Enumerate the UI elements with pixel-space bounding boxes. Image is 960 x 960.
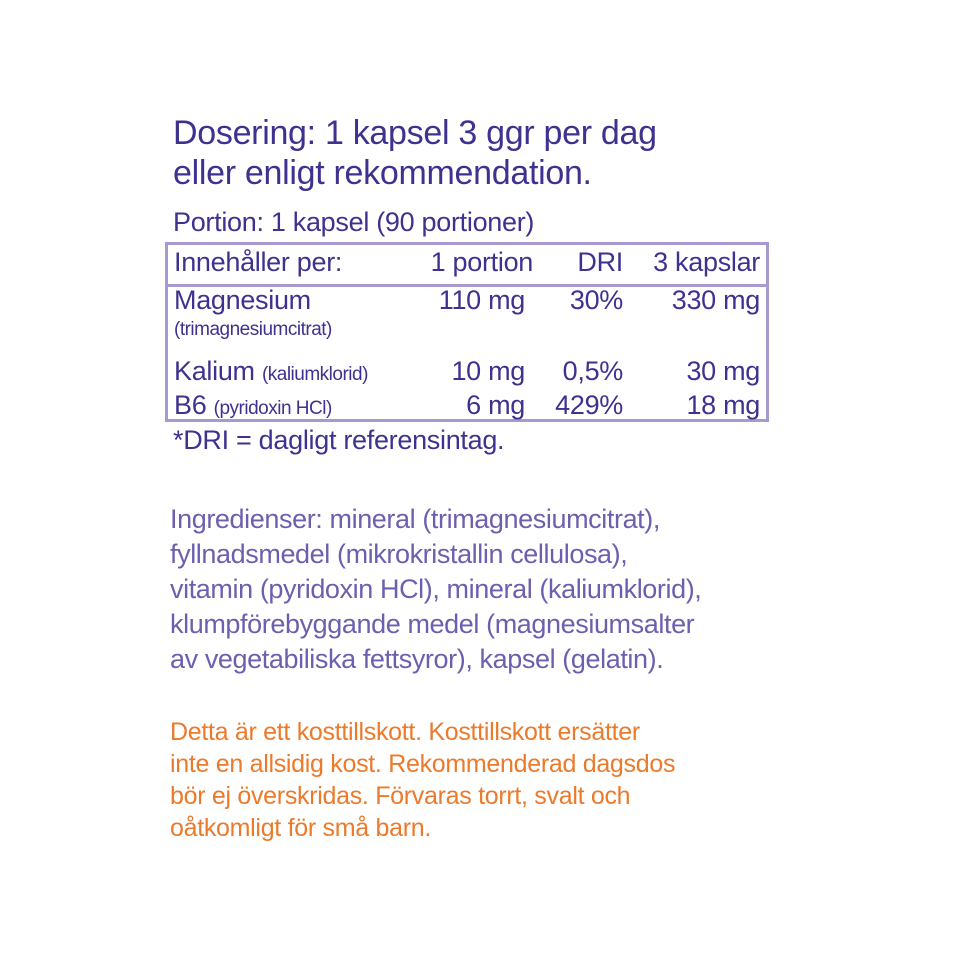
ingredients-line: klumpförebyggande medel (magnesiumsalter — [170, 609, 695, 639]
warning-line: oåtkomligt för små barn. — [170, 814, 431, 842]
row-dri-magnesium: 30% — [569, 285, 623, 315]
row-portion-magnesium: 110 mg — [438, 285, 525, 315]
ingredients-line: Ingredienser: mineral (trimagnesiumcitrat), — [170, 504, 660, 534]
row-caps-b6: 18 mg — [686, 390, 760, 420]
warning-text — [170, 716, 675, 844]
ingredients-text — [170, 502, 810, 677]
dosage-line: eller enligt rekommendation. — [173, 154, 592, 192]
row-name-magnesium: Magnesium — [174, 285, 311, 315]
row-name-label: Kalium — [174, 356, 255, 386]
dosage-text — [173, 113, 657, 193]
row-caps-kalium: 30 mg — [686, 356, 760, 386]
warning-line: inte en allsidig kost. Rekommenderad dagsdos — [170, 750, 676, 778]
header-three-capsules: 3 kapslar — [653, 247, 760, 277]
dosage-line: Dosering: 1 kapsel 3 ggr per dag — [173, 114, 657, 152]
warning-line: Detta är ett kosttillskott. Kosttillskott ersätter — [170, 718, 640, 746]
header-one-portion: 1 portion — [430, 247, 533, 277]
row-name-kalium — [174, 355, 368, 391]
ingredients-line: fyllnadsmedel (mikrokristallin cellulosa), — [170, 539, 628, 569]
row-dri-kalium: 0,5% — [562, 356, 623, 386]
row-sub-magnesium: (trimagnesiumcitrat) — [174, 319, 332, 340]
row-dri-b6: 429% — [555, 390, 623, 420]
table-header-row — [168, 245, 766, 287]
row-portion-kalium: 10 mg — [451, 356, 525, 386]
row-name-label: B6 — [174, 390, 207, 420]
warning-line: bör ej överskridas. Förvaras torrt, svalt och — [170, 782, 631, 810]
dri-footnote: *DRI = dagligt referensintag. — [173, 425, 505, 455]
row-sub-b6: (pyridoxin HCl) — [213, 398, 332, 419]
row-sub-kalium: (kaliumklorid) — [261, 364, 368, 385]
ingredients-line: av vegetabiliska fettsyror), kapsel (gelatin). — [170, 644, 664, 674]
portion-text: Portion: 1 kapsel (90 portioner) — [173, 207, 535, 237]
row-caps-magnesium: 330 mg — [671, 285, 760, 315]
row-portion-b6: 6 mg — [466, 390, 525, 420]
header-dri: DRI — [577, 247, 623, 277]
ingredients-line: vitamin (pyridoxin HCl), mineral (kaliumklorid), — [170, 574, 702, 604]
row-name-b6 — [174, 389, 332, 425]
header-contains-per: Innehåller per: — [174, 247, 343, 277]
nutrition-table — [165, 242, 769, 422]
